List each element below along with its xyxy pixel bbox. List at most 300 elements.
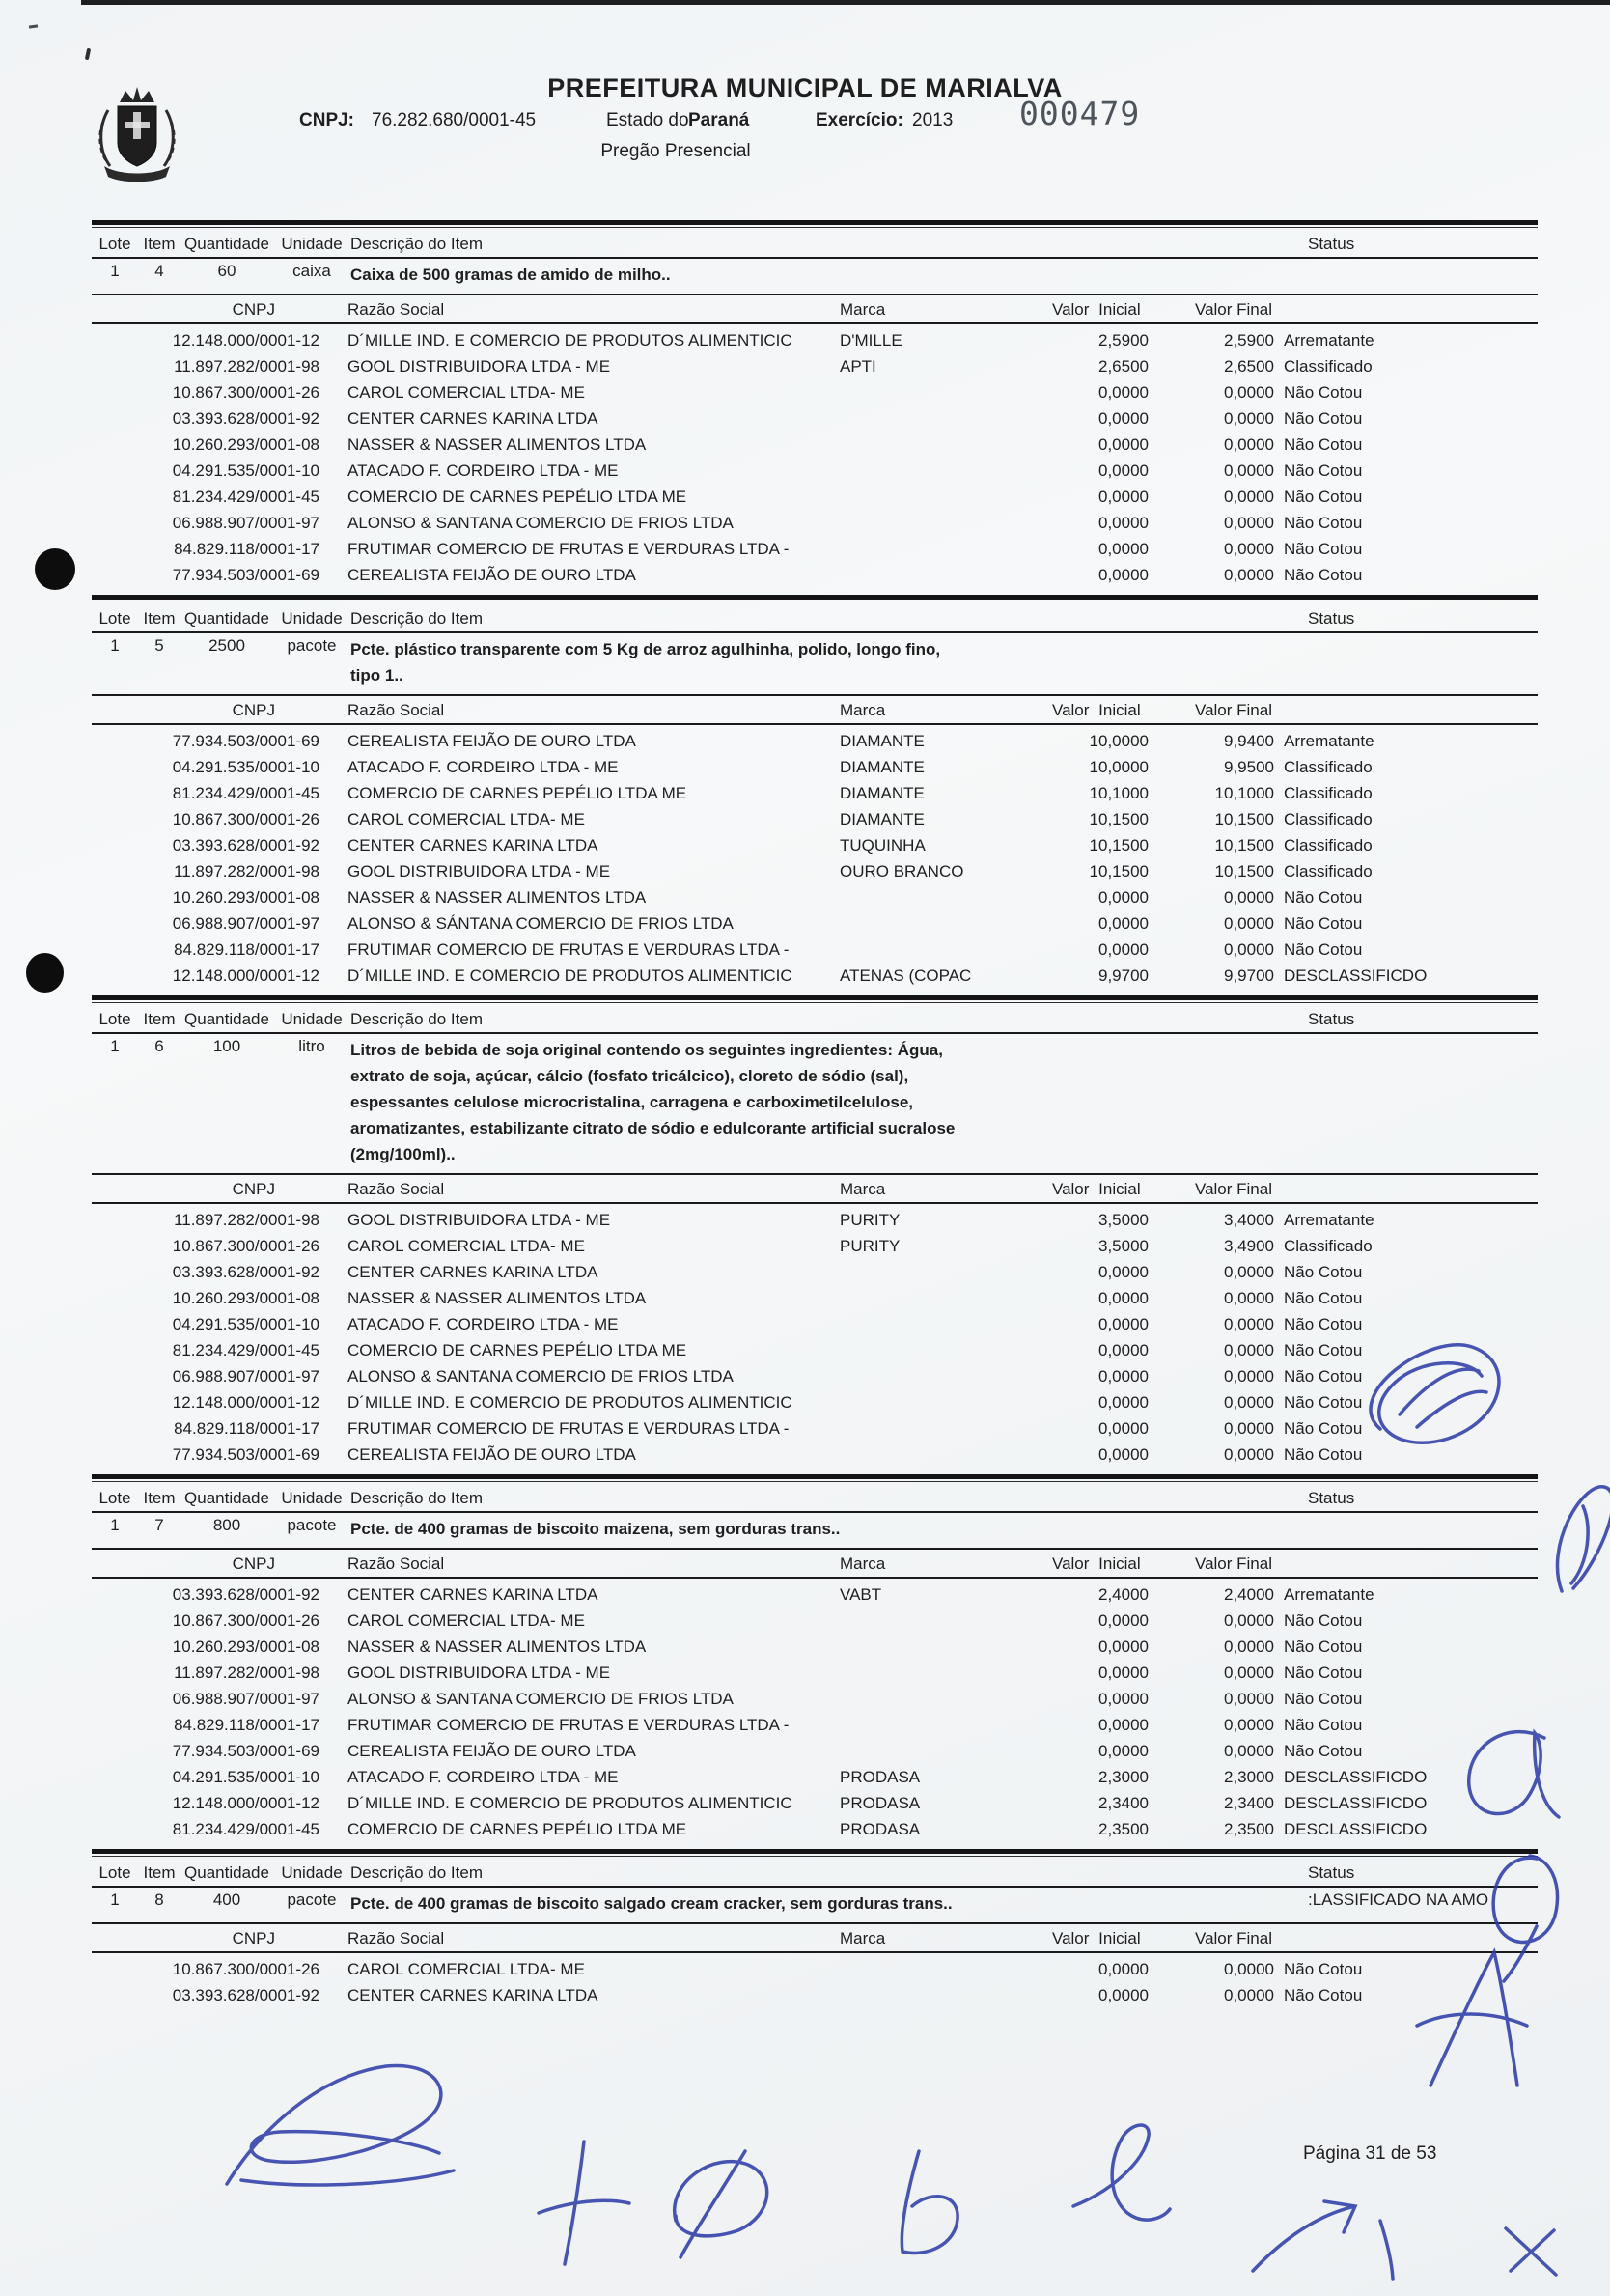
- bid-brand: D'MILLE: [840, 331, 902, 350]
- bid-brand: [825, 1389, 1042, 1415]
- bid-brand: PURITY: [840, 1237, 901, 1255]
- bid-brand: [825, 1634, 1042, 1660]
- bid-rows: [92, 725, 1538, 995]
- bid-initial-value: 0,0000: [1098, 488, 1149, 506]
- bid-brand: [825, 1982, 1042, 2008]
- bid-brand: [825, 937, 1042, 963]
- bid-brand: [825, 458, 1042, 484]
- col-header-descricao: Descrição do Item: [350, 1489, 483, 1507]
- page-title: PREFEITURA MUNICIPAL DE MARIALVA: [547, 73, 1063, 102]
- bid-cnpj: 03.393.628/0001-92: [172, 836, 319, 854]
- cnpj-value: 76.282.680/0001-45: [372, 110, 537, 130]
- col-header-cnpj: CNPJ: [232, 1180, 275, 1198]
- bid-row: [92, 780, 1538, 806]
- bid-status: Não Cotou: [1284, 383, 1363, 402]
- col-header-valor-inicial: Valor Inicial: [1052, 701, 1141, 719]
- bid-company-name: ALONSO & SÁNTANA COMERCIO DE FRIOS LTDA: [347, 914, 734, 933]
- item-description-line: espessantes celulose microcristalina, carragena e carboximetilcelulose,: [350, 1093, 914, 1111]
- col-header-lote: Lote: [98, 235, 131, 253]
- bid-table-region: [92, 220, 1538, 2015]
- col-header-valor-final: Valor Final: [1195, 701, 1272, 719]
- bid-row: [92, 1582, 1538, 1608]
- bid-brand: [825, 1337, 1042, 1363]
- col-header-spacer: [1274, 701, 1538, 720]
- scan-speck: [29, 24, 38, 28]
- bid-initial-value: 3,5000: [1098, 1211, 1149, 1229]
- item-number: 6: [154, 1037, 164, 1055]
- bid-initial-value: 0,0000: [1098, 462, 1149, 480]
- item-lote: 1: [110, 1890, 120, 1909]
- bid-brand: [825, 379, 1042, 406]
- bid-row: [92, 728, 1538, 754]
- bid-cnpj: 03.393.628/0001-92: [172, 1263, 319, 1281]
- bid-brand: [825, 1259, 1042, 1285]
- bid-company-name: CENTER CARNES KARINA LTDA: [347, 1986, 598, 2004]
- bid-initial-value: 0,0000: [1098, 435, 1149, 454]
- bid-brand: DIAMANTE: [840, 758, 925, 776]
- col-header-razao-social: Razão Social: [347, 701, 445, 719]
- bid-brand: [825, 432, 1042, 458]
- bid-final-value: 0,0000: [1224, 914, 1274, 933]
- bid-row: [92, 1660, 1538, 1686]
- block-divider: [92, 220, 1538, 228]
- col-header-marca: Marca: [840, 701, 886, 719]
- bid-cnpj: 84.829.118/0001-17: [174, 540, 319, 558]
- col-header-item: Item: [143, 1010, 176, 1028]
- block-column-headers: [92, 1482, 1538, 1513]
- bid-company-name: COMERCIO DE CARNES PEPÉLIO LTDA ME: [347, 488, 687, 506]
- bid-status: Arrematante: [1284, 732, 1374, 750]
- bid-row: [92, 806, 1538, 832]
- col-header-cnpj: CNPJ: [232, 300, 275, 319]
- col-header-razao-social: Razão Social: [347, 1554, 445, 1573]
- bid-status: Classificado: [1284, 357, 1373, 376]
- bid-cnpj: 10.260.293/0001-08: [172, 888, 319, 907]
- item-status: [1306, 1037, 1538, 1167]
- bid-brand: APTI: [840, 357, 876, 376]
- bid-final-value: 2,6500: [1224, 357, 1274, 376]
- bid-company-name: GOOL DISTRIBUIDORA LTDA - ME: [347, 862, 611, 881]
- bid-cnpj: 12.148.000/0001-12: [172, 1794, 319, 1812]
- col-header-spacer: [1274, 1929, 1538, 1948]
- col-header-unidade: Unidade: [281, 1489, 343, 1507]
- item-status: :LASSIFICADO NA AMO: [1308, 1890, 1489, 1909]
- item-unit: pacote: [287, 1516, 337, 1534]
- bid-status: Não Cotou: [1284, 1419, 1363, 1438]
- bid-final-value: 0,0000: [1224, 1611, 1274, 1630]
- bid-company-name: D´MILLE IND. E COMERCIO DE PRODUTOS ALIMENTICIC: [347, 331, 792, 350]
- bid-initial-value: 0,0000: [1098, 1742, 1149, 1760]
- item-quantity: 100: [212, 1037, 241, 1055]
- bid-brand: [825, 1311, 1042, 1337]
- bid-company-name: CEREALISTA FEIJÃO DE OURO LTDA: [347, 732, 636, 750]
- col-header-cnpj: CNPJ: [232, 1929, 275, 1947]
- bid-initial-value: 0,0000: [1098, 1393, 1149, 1412]
- bid-final-value: 0,0000: [1224, 1341, 1274, 1359]
- bid-row: [92, 562, 1538, 588]
- bid-cnpj: 77.934.503/0001-69: [172, 1742, 319, 1760]
- bid-cnpj: 81.234.429/0001-45: [172, 488, 319, 506]
- col-header-unidade: Unidade: [281, 235, 343, 253]
- bid-cnpj: 81.234.429/0001-45: [172, 1820, 319, 1838]
- bid-company-name: NASSER & NASSER ALIMENTOS LTDA: [347, 888, 647, 907]
- bid-initial-value: 0,0000: [1098, 1690, 1149, 1708]
- bid-row: [92, 1285, 1538, 1311]
- col-header-lote: Lote: [98, 1489, 131, 1507]
- bid-brand: [825, 884, 1042, 910]
- item-number: 5: [154, 636, 164, 655]
- bid-status: DESCLASSIFICDO: [1284, 1820, 1428, 1838]
- bid-row: [92, 910, 1538, 937]
- bid-column-headers: [92, 295, 1538, 324]
- bid-cnpj: 10.867.300/0001-26: [172, 1960, 319, 1978]
- bid-row: [92, 1233, 1538, 1259]
- bid-company-name: CAROL COMERCIAL LTDA- ME: [347, 1237, 585, 1255]
- bid-final-value: 0,0000: [1224, 1986, 1274, 2004]
- bid-cnpj: 77.934.503/0001-69: [172, 1445, 319, 1464]
- bid-row: [92, 1634, 1538, 1660]
- bid-brand: PRODASA: [840, 1794, 921, 1812]
- bid-final-value: 2,4000: [1224, 1585, 1274, 1604]
- scan-edge-artifact-top: [81, 0, 1610, 5]
- col-header-razao-social: Razão Social: [347, 300, 445, 319]
- bid-status: Não Cotou: [1284, 1289, 1363, 1307]
- bid-status: Classificado: [1284, 836, 1373, 854]
- bid-final-value: 0,0000: [1224, 1716, 1274, 1734]
- item-quantity: 2500: [208, 636, 245, 655]
- col-header-status: Status: [1308, 1489, 1355, 1507]
- bid-status: Não Cotou: [1284, 1367, 1363, 1386]
- bid-final-value: 9,9500: [1224, 758, 1274, 776]
- bid-status: Não Cotou: [1284, 435, 1363, 454]
- col-header-status: Status: [1308, 1010, 1355, 1028]
- bid-brand: [825, 1712, 1042, 1738]
- block-column-headers: [92, 602, 1538, 633]
- col-header-item: Item: [143, 1489, 176, 1507]
- page-number: Página 31 de 53: [1303, 2143, 1437, 2164]
- bid-initial-value: 10,0000: [1089, 758, 1149, 776]
- bid-company-name: CAROL COMERCIAL LTDA- ME: [347, 810, 585, 828]
- item-summary-row: [92, 633, 1538, 696]
- bid-column-headers: [92, 1550, 1538, 1579]
- bid-initial-value: 0,0000: [1098, 1289, 1149, 1307]
- bid-cnpj: 11.897.282/0001-98: [174, 1664, 319, 1682]
- item-description-line: Pcte. de 400 gramas de biscoito maizena, sem gorduras trans..: [350, 1520, 841, 1538]
- bid-initial-value: 0,0000: [1098, 1367, 1149, 1386]
- bid-final-value: 0,0000: [1224, 888, 1274, 907]
- bid-row: [92, 1259, 1538, 1285]
- item-description: [350, 636, 1306, 688]
- block-column-headers: [92, 1857, 1538, 1888]
- block-divider: [92, 995, 1538, 1003]
- bid-company-name: FRUTIMAR COMERCIO DE FRUTAS E VERDURAS LTDA -: [347, 1419, 790, 1438]
- bid-brand: ATENAS (COPAC: [840, 966, 972, 985]
- pen-scribble-phi: [675, 2151, 767, 2257]
- bid-initial-value: 0,0000: [1098, 409, 1149, 428]
- bid-row: [92, 1712, 1538, 1738]
- col-header-status: Status: [1308, 1863, 1355, 1882]
- bid-cnpj: 04.291.535/0001-10: [172, 1768, 319, 1786]
- bid-row: [92, 458, 1538, 484]
- bid-company-name: CENTER CARNES KARINA LTDA: [347, 409, 598, 428]
- bid-status: Não Cotou: [1284, 1986, 1363, 2004]
- lot-item-block: [92, 995, 1538, 1474]
- col-header-unidade: Unidade: [281, 1010, 343, 1028]
- bid-company-name: NASSER & NASSER ALIMENTOS LTDA: [347, 435, 647, 454]
- bid-initial-value: 0,0000: [1098, 1445, 1149, 1464]
- item-summary-row: [92, 1034, 1538, 1175]
- bid-row: [92, 1982, 1538, 2008]
- col-header-spacer: [1274, 1554, 1538, 1574]
- bid-row: [92, 1337, 1538, 1363]
- lot-item-block: [92, 1474, 1538, 1849]
- col-header-status: Status: [1308, 235, 1355, 253]
- item-description-line: Pcte. plástico transparente com 5 Kg de arroz agulhinha, polido, longo fino,: [350, 640, 941, 658]
- state-prefix: Estado do: [606, 110, 689, 130]
- bid-final-value: 3,4000: [1224, 1211, 1274, 1229]
- item-lote: 1: [110, 1037, 120, 1055]
- bid-company-name: D´MILLE IND. E COMERCIO DE PRODUTOS ALIMENTICIC: [347, 1794, 792, 1812]
- bid-cnpj: 03.393.628/0001-92: [172, 1986, 319, 2004]
- scan-speck: [85, 48, 91, 61]
- bid-row: [92, 1764, 1538, 1790]
- bid-initial-value: 0,0000: [1098, 1638, 1149, 1656]
- bid-final-value: 10,1000: [1214, 784, 1274, 802]
- bid-status: Não Cotou: [1284, 409, 1363, 428]
- bid-final-value: 0,0000: [1224, 383, 1274, 402]
- bid-initial-value: 10,1500: [1089, 810, 1149, 828]
- item-number: 4: [154, 262, 164, 280]
- bid-row: [92, 963, 1538, 989]
- bid-status: DESCLASSIFICDO: [1284, 1794, 1428, 1812]
- bid-initial-value: 0,0000: [1098, 1341, 1149, 1359]
- bid-status: Não Cotou: [1284, 1315, 1363, 1333]
- bid-final-value: 0,0000: [1224, 1393, 1274, 1412]
- bid-status: Não Cotou: [1284, 914, 1363, 933]
- bid-brand: [825, 484, 1042, 510]
- bid-status: Não Cotou: [1284, 566, 1363, 584]
- col-header-cnpj: CNPJ: [232, 1554, 275, 1573]
- bid-final-value: 0,0000: [1224, 435, 1274, 454]
- bid-status: Não Cotou: [1284, 1716, 1363, 1734]
- bid-company-name: CENTER CARNES KARINA LTDA: [347, 1585, 598, 1604]
- bid-company-name: GOOL DISTRIBUIDORA LTDA - ME: [347, 357, 611, 376]
- bid-cnpj: 11.897.282/0001-98: [174, 862, 319, 881]
- bid-brand: PRODASA: [840, 1820, 921, 1838]
- col-header-marca: Marca: [840, 300, 886, 319]
- bid-company-name: ATACADO F. CORDEIRO LTDA - ME: [347, 462, 619, 480]
- bid-status: Arrematante: [1284, 331, 1374, 350]
- bid-status: Classificado: [1284, 758, 1373, 776]
- bid-initial-value: 0,0000: [1098, 1960, 1149, 1978]
- bid-column-headers: [92, 696, 1538, 725]
- bid-final-value: 0,0000: [1224, 940, 1274, 959]
- col-header-valor-inicial: Valor Inicial: [1052, 300, 1141, 319]
- bid-company-name: NASSER & NASSER ALIMENTOS LTDA: [347, 1289, 647, 1307]
- item-description-line: tipo 1..: [350, 666, 403, 685]
- bid-initial-value: 0,0000: [1098, 383, 1149, 402]
- bid-cnpj: 11.897.282/0001-98: [174, 1211, 319, 1229]
- bid-brand: [825, 1660, 1042, 1686]
- bid-cnpj: 84.829.118/0001-17: [174, 1716, 319, 1734]
- bid-initial-value: 2,6500: [1098, 357, 1149, 376]
- item-number: 8: [154, 1890, 164, 1909]
- bid-cnpj: 12.148.000/0001-12: [172, 1393, 319, 1412]
- bid-company-name: ATACADO F. CORDEIRO LTDA - ME: [347, 758, 619, 776]
- bid-row: [92, 884, 1538, 910]
- bid-final-value: 0,0000: [1224, 1289, 1274, 1307]
- bid-final-value: 9,9700: [1224, 966, 1274, 985]
- bid-cnpj: 12.148.000/0001-12: [172, 331, 319, 350]
- bid-company-name: FRUTIMAR COMERCIO DE FRUTAS E VERDURAS LTDA -: [347, 940, 790, 959]
- item-summary-row: [92, 1888, 1538, 1924]
- bid-initial-value: 0,0000: [1098, 1716, 1149, 1734]
- bid-initial-value: 3,5000: [1098, 1237, 1149, 1255]
- item-description: [350, 1516, 1306, 1542]
- bid-final-value: 0,0000: [1224, 488, 1274, 506]
- bid-brand: [825, 910, 1042, 937]
- col-header-item: Item: [143, 609, 176, 628]
- bid-final-value: 0,0000: [1224, 514, 1274, 532]
- col-header-item: Item: [143, 235, 176, 253]
- col-header-unidade: Unidade: [281, 1863, 343, 1882]
- pen-scribble-right-edge: [1557, 1487, 1610, 1591]
- bid-company-name: ATACADO F. CORDEIRO LTDA - ME: [347, 1315, 619, 1333]
- item-unit: pacote: [287, 636, 337, 655]
- bid-row: [92, 1738, 1538, 1764]
- bid-status: Classificado: [1284, 810, 1373, 828]
- bid-company-name: CEREALISTA FEIJÃO DE OURO LTDA: [347, 1742, 636, 1760]
- item-lote: 1: [110, 1516, 120, 1534]
- bid-brand: [825, 536, 1042, 562]
- bid-brand: DIAMANTE: [840, 732, 925, 750]
- bid-row: [92, 1363, 1538, 1389]
- pen-scribble-x: [1506, 2228, 1556, 2275]
- item-description: [350, 1890, 1306, 1917]
- bid-company-name: FRUTIMAR COMERCIO DE FRUTAS E VERDURAS LTDA -: [347, 1716, 790, 1734]
- bid-final-value: 0,0000: [1224, 1960, 1274, 1978]
- col-header-valor-final: Valor Final: [1195, 1929, 1272, 1947]
- bid-company-name: COMERCIO DE CARNES PEPÉLIO LTDA ME: [347, 1341, 687, 1359]
- col-header-lote: Lote: [98, 1863, 131, 1882]
- bid-status: Não Cotou: [1284, 1611, 1363, 1630]
- bid-cnpj: 03.393.628/0001-92: [172, 1585, 319, 1604]
- col-header-valor-final: Valor Final: [1195, 300, 1272, 319]
- col-header-valor-inicial: Valor Inicial: [1052, 1929, 1141, 1947]
- bid-status: Arrematante: [1284, 1585, 1374, 1604]
- bid-brand: [825, 1415, 1042, 1442]
- bid-status: Não Cotou: [1284, 1393, 1363, 1412]
- bid-brand: PRODASA: [840, 1768, 921, 1786]
- col-header-status: Status: [1308, 609, 1355, 628]
- bid-initial-value: 0,0000: [1098, 1263, 1149, 1281]
- bid-initial-value: 10,1000: [1089, 784, 1149, 802]
- bid-status: Não Cotou: [1284, 1341, 1363, 1359]
- bid-initial-value: 0,0000: [1098, 888, 1149, 907]
- item-lote: 1: [110, 262, 120, 280]
- bid-company-name: CENTER CARNES KARINA LTDA: [347, 1263, 598, 1281]
- bid-row: [92, 432, 1538, 458]
- bid-status: Não Cotou: [1284, 540, 1363, 558]
- bid-final-value: 0,0000: [1224, 1742, 1274, 1760]
- bid-status: Não Cotou: [1284, 1960, 1363, 1978]
- bid-company-name: COMERCIO DE CARNES PEPÉLIO LTDA ME: [347, 784, 687, 802]
- col-header-valor-inicial: Valor Inicial: [1052, 1554, 1141, 1573]
- col-header-lote: Lote: [98, 1010, 131, 1028]
- bid-row: [92, 1311, 1538, 1337]
- bid-brand: OURO BRANCO: [840, 862, 964, 881]
- bid-final-value: 10,1500: [1214, 862, 1274, 881]
- bid-initial-value: 0,0000: [1098, 1986, 1149, 2004]
- bid-cnpj: 06.988.907/0001-97: [172, 1690, 319, 1708]
- item-unit: caixa: [292, 262, 331, 280]
- bid-cnpj: 10.260.293/0001-08: [172, 1638, 319, 1656]
- col-header-descricao: Descrição do Item: [350, 609, 483, 628]
- bid-row: [92, 1389, 1538, 1415]
- bid-company-name: ALONSO & SANTANA COMERCIO DE FRIOS LTDA: [347, 1367, 734, 1386]
- item-description-line: (2mg/100ml)..: [350, 1145, 456, 1163]
- bid-initial-value: 9,9700: [1098, 966, 1149, 985]
- bid-company-name: CAROL COMERCIAL LTDA- ME: [347, 1611, 585, 1630]
- col-header-unidade: Unidade: [281, 609, 343, 628]
- bid-final-value: 0,0000: [1224, 1638, 1274, 1656]
- col-header-marca: Marca: [840, 1180, 886, 1198]
- bid-row: [92, 379, 1538, 406]
- item-quantity: 800: [212, 1516, 241, 1534]
- bid-company-name: GOOL DISTRIBUIDORA LTDA - ME: [347, 1211, 611, 1229]
- bid-company-name: CAROL COMERCIAL LTDA- ME: [347, 1960, 585, 1978]
- item-quantity: 60: [217, 262, 236, 280]
- bid-brand: [825, 1608, 1042, 1634]
- col-header-quantidade: Quantidade: [184, 1489, 269, 1507]
- col-header-valor-final: Valor Final: [1195, 1180, 1272, 1198]
- block-column-headers: [92, 1003, 1538, 1034]
- item-unit: pacote: [287, 1890, 337, 1909]
- bid-cnpj: 11.897.282/0001-98: [174, 357, 319, 376]
- bid-brand: [825, 1442, 1042, 1468]
- bid-cnpj: 10.260.293/0001-08: [172, 435, 319, 454]
- bid-company-name: CEREALISTA FEIJÃO DE OURO LTDA: [347, 566, 636, 584]
- bid-company-name: FRUTIMAR COMERCIO DE FRUTAS E VERDURAS LTDA -: [347, 540, 790, 558]
- bid-final-value: 2,3000: [1224, 1768, 1274, 1786]
- cnpj-label: CNPJ:: [299, 110, 355, 130]
- item-description-line: Caixa de 500 gramas de amido de milho..: [350, 266, 671, 284]
- document-subtitle: Pregão Presencial: [600, 141, 751, 161]
- bid-brand: DIAMANTE: [840, 810, 925, 828]
- bid-row: [92, 327, 1538, 353]
- bid-status: Não Cotou: [1284, 888, 1363, 907]
- punch-hole: [35, 548, 75, 590]
- bid-final-value: 2,3500: [1224, 1820, 1274, 1838]
- item-description-line: aromatizantes, estabilizante citrato de sódio e edulcorante artificial sucralose: [350, 1119, 956, 1137]
- bid-initial-value: 0,0000: [1098, 1664, 1149, 1682]
- bid-cnpj: 84.829.118/0001-17: [174, 1419, 319, 1438]
- bid-row: [92, 937, 1538, 963]
- col-header-valor-inicial: Valor Inicial: [1052, 1180, 1141, 1198]
- item-number: 7: [154, 1516, 164, 1534]
- bid-final-value: 0,0000: [1224, 1315, 1274, 1333]
- pen-scribble-arrow: [1253, 2201, 1393, 2279]
- bid-status: Não Cotou: [1284, 940, 1363, 959]
- bid-initial-value: 2,4000: [1098, 1585, 1149, 1604]
- bid-row: [92, 353, 1538, 379]
- bid-status: Não Cotou: [1284, 1690, 1363, 1708]
- bid-row: [92, 484, 1538, 510]
- bid-cnpj: 06.988.907/0001-97: [172, 1367, 319, 1386]
- col-header-quantidade: Quantidade: [184, 235, 269, 253]
- bid-final-value: 0,0000: [1224, 1664, 1274, 1682]
- item-lote: 1: [110, 636, 120, 655]
